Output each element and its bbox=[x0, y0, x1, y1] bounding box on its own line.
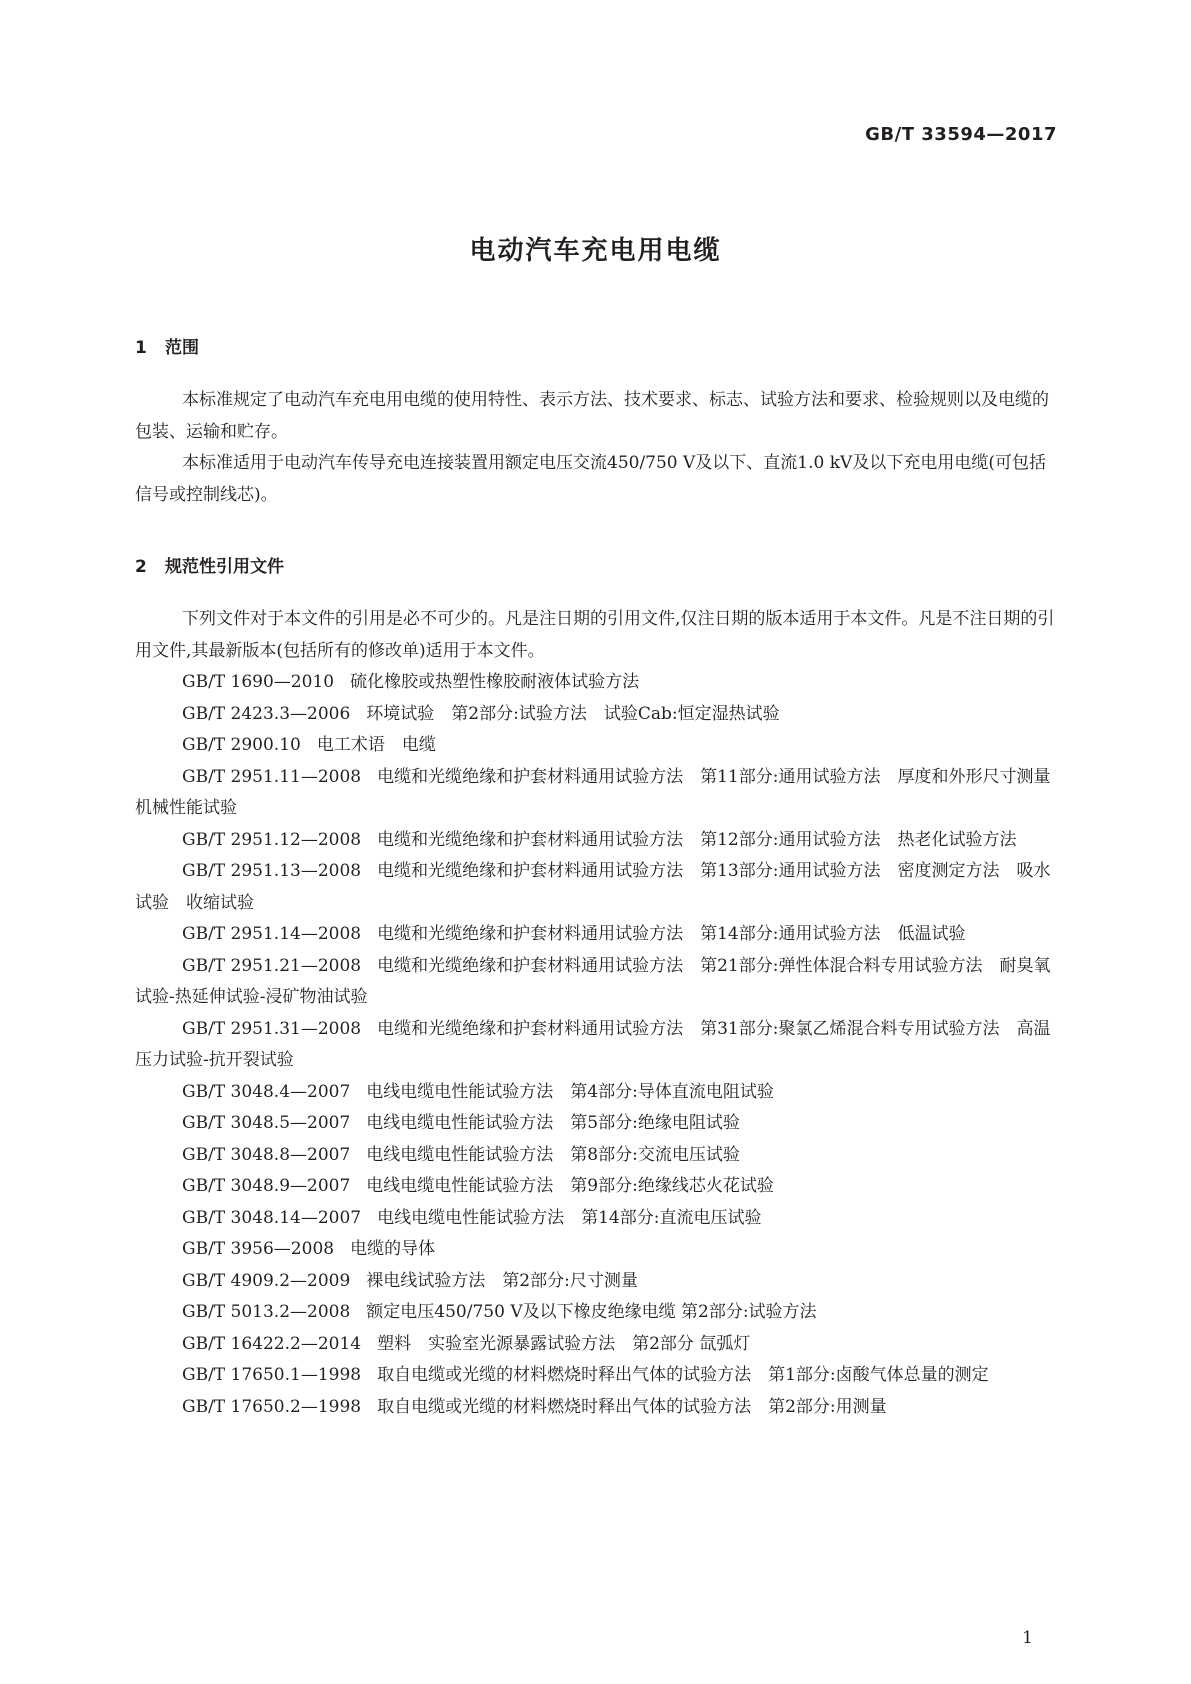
scope-text bbox=[135, 385, 1057, 511]
reference-code: GB/T 2423.3—2006 bbox=[182, 703, 351, 724]
paragraph: 本标准适用于电动汽车传导充电连接装置用额定电压交流450/750 V及以下、直流1.0 kV及以下充电用电缆(可包括信号或控制线芯)。 bbox=[135, 453, 1046, 505]
reference-title: 环境试验 第2部分:试验方法 试验Cab:恒定湿热试验 bbox=[366, 703, 780, 724]
reference-code: GB/T 3048.8—2007 bbox=[182, 1144, 351, 1165]
reference-item bbox=[135, 951, 1057, 1014]
reference-title: 电缆和光缆绝缘和护套材料通用试验方法 第12部分:通用试验方法 热老化试验方法 bbox=[377, 829, 1017, 850]
reference-title: 电工术语 电缆 bbox=[316, 735, 436, 755]
reference-item bbox=[135, 1171, 1057, 1203]
reference-title: 裸电线试验方法 第2部分:尺寸测量 bbox=[366, 1270, 638, 1291]
reference-title: 电缆和光缆绝缘和护套材料通用试验方法 第21部分:弹性体混合料专用试验方法 耐臭氧试验-热延伸试验-浸矿物油试验 bbox=[135, 955, 1051, 1007]
reference-code: GB/T 5013.2—2008 bbox=[182, 1302, 351, 1322]
reference-item bbox=[135, 919, 1057, 951]
reference-title: 电线电缆电性能试验方法 第5部分:绝缘电阻试验 bbox=[366, 1113, 740, 1133]
reference-code: GB/T 3048.14—2007 bbox=[182, 1207, 362, 1228]
reference-code: GB/T 1690—2010 bbox=[182, 672, 335, 692]
reference-item bbox=[135, 1360, 1057, 1392]
reference-code: GB/T 2900.10 bbox=[182, 735, 301, 755]
reference-code: GB/T 2951.31—2008 bbox=[182, 1018, 362, 1039]
reference-item bbox=[135, 856, 1057, 919]
reference-code: GB/T 3956—2008 bbox=[182, 1239, 335, 1259]
section-title: 规范性引用文件 bbox=[165, 557, 284, 577]
reference-code: GB/T 3048.5—2007 bbox=[182, 1113, 351, 1133]
reference-title: 电线电缆电性能试验方法 第4部分:导体直流电阻试验 bbox=[366, 1081, 774, 1102]
reference-item bbox=[135, 1108, 1057, 1140]
document-title: 电动汽车充电用电缆 bbox=[469, 236, 722, 266]
reference-title: 额定电压450/750 V及以下橡皮绝缘电缆 第2部分:试验方法 bbox=[366, 1302, 817, 1322]
reference-item bbox=[135, 1329, 1057, 1361]
reference-code: GB/T 3048.4—2007 bbox=[182, 1081, 351, 1102]
reference-item bbox=[135, 1392, 1057, 1424]
reference-code: GB/T 2951.14—2008 bbox=[182, 924, 362, 944]
reference-title: 电缆的导体 bbox=[350, 1239, 436, 1259]
reference-code: GB/T 16422.2—2014 bbox=[182, 1333, 362, 1354]
reference-code: GB/T 17650.1—1998 bbox=[182, 1365, 362, 1385]
section-number: 1 bbox=[135, 338, 147, 358]
reference-code: GB/T 17650.2—1998 bbox=[182, 1396, 362, 1417]
reference-title: 电缆和光缆绝缘和护套材料通用试验方法 第31部分:聚氯乙烯混合料专用试验方法 高温压力试验-抗开裂试验 bbox=[135, 1018, 1051, 1070]
reference-item bbox=[135, 1203, 1057, 1235]
section-heading-normative-references bbox=[135, 552, 284, 577]
reference-item bbox=[135, 1140, 1057, 1172]
reference-title: 硫化橡胶或热塑性橡胶耐液体试验方法 bbox=[350, 672, 640, 692]
reference-title: 电缆和光缆绝缘和护套材料通用试验方法 第13部分:通用试验方法 密度测定方法 吸水试验 收缩试验 bbox=[135, 861, 1051, 913]
reference-title: 电线电缆电性能试验方法 第9部分:绝缘线芯火花试验 bbox=[366, 1176, 774, 1196]
reference-code: GB/T 3048.9—2007 bbox=[182, 1176, 351, 1196]
reference-item bbox=[135, 1297, 1057, 1329]
reference-title: 电线电缆电性能试验方法 第8部分:交流电压试验 bbox=[366, 1144, 740, 1165]
reference-title: 电线电缆电性能试验方法 第14部分:直流电压试验 bbox=[377, 1207, 762, 1228]
reference-item bbox=[135, 699, 1057, 731]
paragraph: 本标准规定了电动汽车充电用电缆的使用特性、表示方法、技术要求、标志、试验方法和要求、检验规则以及电缆的包装、运输和贮存。 bbox=[135, 390, 1049, 442]
reference-title: 塑料 实验室光源暴露试验方法 第2部分 氙弧灯 bbox=[377, 1333, 751, 1354]
page-number: 1 bbox=[1022, 1628, 1033, 1648]
reference-item bbox=[135, 1077, 1057, 1109]
reference-item bbox=[135, 667, 1057, 699]
reference-item bbox=[135, 825, 1057, 857]
reference-item bbox=[135, 762, 1068, 825]
references-intro: 下列文件对于本文件的引用是必不可少的。凡是注日期的引用文件,仅注日期的版本适用于本文件。凡是不注日期的引用文件,其最新版本(包括所有的修改单)适用于本文件。 bbox=[135, 609, 1055, 661]
reference-code: GB/T 2951.12—2008 bbox=[182, 829, 362, 850]
reference-title: 取自电缆或光缆的材料燃烧时释出气体的试验方法 第1部分:卤酸气体总量的测定 bbox=[377, 1365, 989, 1385]
reference-title: 取自电缆或光缆的材料燃烧时释出气体的试验方法 第2部分:用测量 bbox=[377, 1396, 887, 1417]
reference-code: GB/T 2951.11—2008 bbox=[182, 766, 362, 787]
reference-item bbox=[135, 1266, 1057, 1298]
reference-title: 电缆和光缆绝缘和护套材料通用试验方法 第11部分:通用试验方法 厚度和外形尺寸测量 机械性能试验 bbox=[135, 766, 1068, 818]
reference-item bbox=[135, 1234, 1057, 1266]
reference-list bbox=[135, 667, 1068, 1423]
section-number: 2 bbox=[135, 557, 147, 577]
reference-item bbox=[135, 730, 1057, 762]
section-heading-scope bbox=[135, 333, 199, 358]
reference-code: GB/T 2951.13—2008 bbox=[182, 861, 362, 881]
reference-code: GB/T 4909.2—2009 bbox=[182, 1270, 351, 1291]
reference-item bbox=[135, 1014, 1057, 1077]
section-title: 范围 bbox=[165, 338, 199, 358]
reference-code: GB/T 2951.21—2008 bbox=[182, 955, 362, 976]
reference-title: 电缆和光缆绝缘和护套材料通用试验方法 第14部分:通用试验方法 低温试验 bbox=[377, 924, 966, 944]
standard-code: GB/T 33594—2017 bbox=[865, 124, 1057, 145]
